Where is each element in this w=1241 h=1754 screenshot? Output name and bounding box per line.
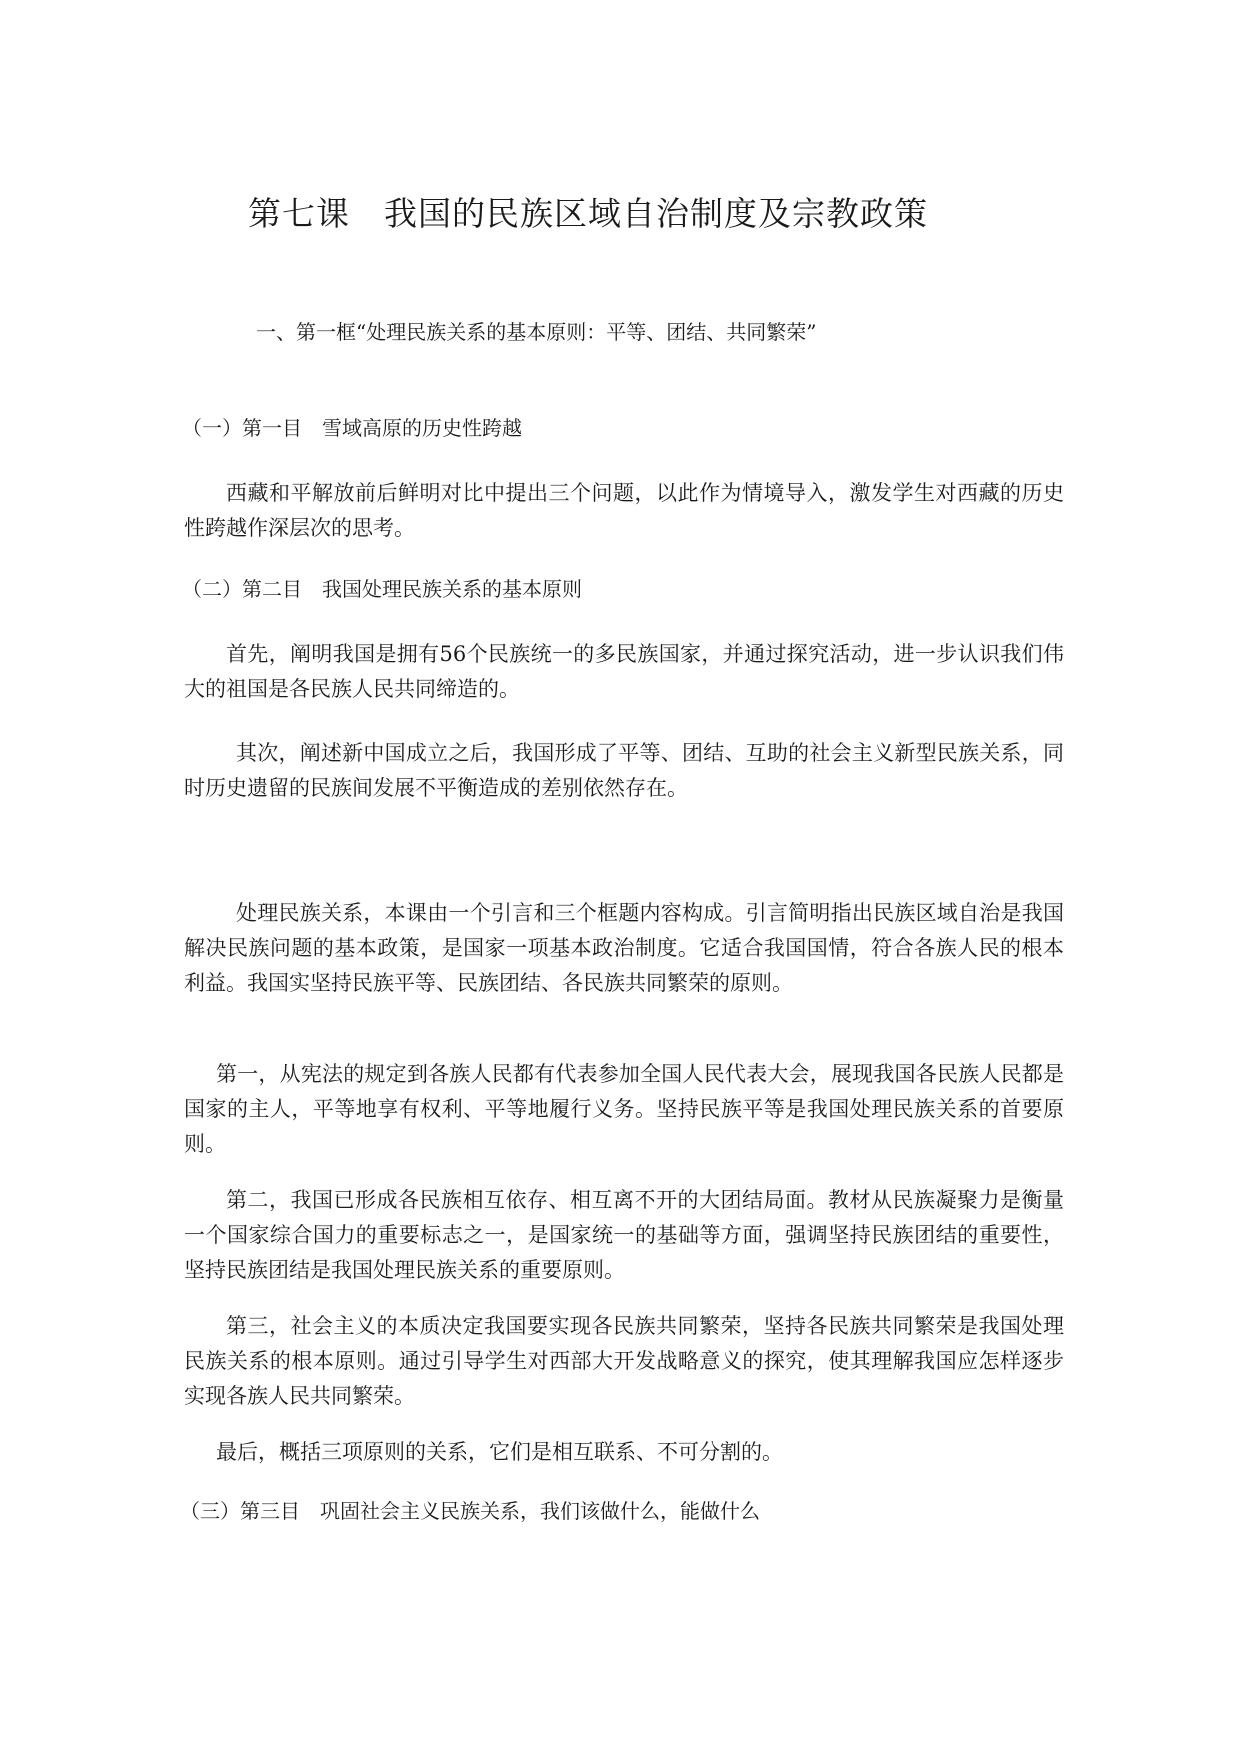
paragraph-3: 其次，阐述新中国成立之后，我国形成了平等、团结、互助的社会主义新型民族关系，同时历史遗留的民族间发展不平衡造成的差别依然存在。 — [184, 741, 1064, 800]
subheading-3: （三）第三目 巩固社会主义民族关系，我们该做什么，能做什么 — [180, 1499, 760, 1523]
paragraph-1: 西藏和平解放前后鲜明对比中提出三个问题，以此作为情境导入，激发学生对西藏的历史性跨越作深层次的思考。 — [184, 481, 1064, 540]
paragraph-6: 第二，我国已形成各民族相互依存、相互离不开的大团结局面。教材从民族凝聚力是衡量一个国家综合国力的重要标志之一，是国家统一的基础等方面，强调坚持民族团结的重要性，坚持民族团结是我国处理民族关系的重要原则。 — [184, 1188, 1064, 1282]
paragraph-4: 处理民族关系，本课由一个引言和三个框题内容构成。引言简明指出民族区域自治是我国解决民族问题的基本政策，是国家一项基本政治制度。它适合我国国情，符合各族人民的根本利益。我国实坚持民族平等、民族团结、各民族共同繁荣的原则。 — [184, 901, 1064, 995]
document-title: 第七课 我国的民族区域自治制度及宗教政策 — [248, 194, 928, 233]
subheading-2: （二）第二目 我国处理民族关系的基本原则 — [182, 577, 582, 601]
section-heading: 一、第一框“处理民族关系的基本原则：平等、团结、共同繁荣” — [256, 320, 817, 344]
paragraph-5: 第一，从宪法的规定到各族人民都有代表参加全国人民代表大会，展现我国各民族人民都是国家的主人，平等地享有权利、平等地履行义务。坚持民族平等是我国处理民族关系的首要原则。 — [184, 1062, 1064, 1156]
paragraph-8: 最后，概括三项原则的关系，它们是相互联系、不可分割的。 — [216, 1440, 783, 1464]
paragraph-7: 第三，社会主义的本质决定我国要实现各民族共同繁荣，坚持各民族共同繁荣是我国处理民族关系的根本原则。通过引导学生对西部大开发战略意义的探究，使其理解我国应怎样逐步实现各族人民共同繁荣。 — [184, 1314, 1064, 1408]
subheading-1: （一）第一目 雪域高原的历史性跨越 — [182, 416, 522, 440]
paragraph-2: 首先，阐明我国是拥有56个民族统一的多民族国家，并通过探究活动，进一步认识我们伟大的祖国是各民族人民共同缔造的。 — [184, 642, 1064, 701]
